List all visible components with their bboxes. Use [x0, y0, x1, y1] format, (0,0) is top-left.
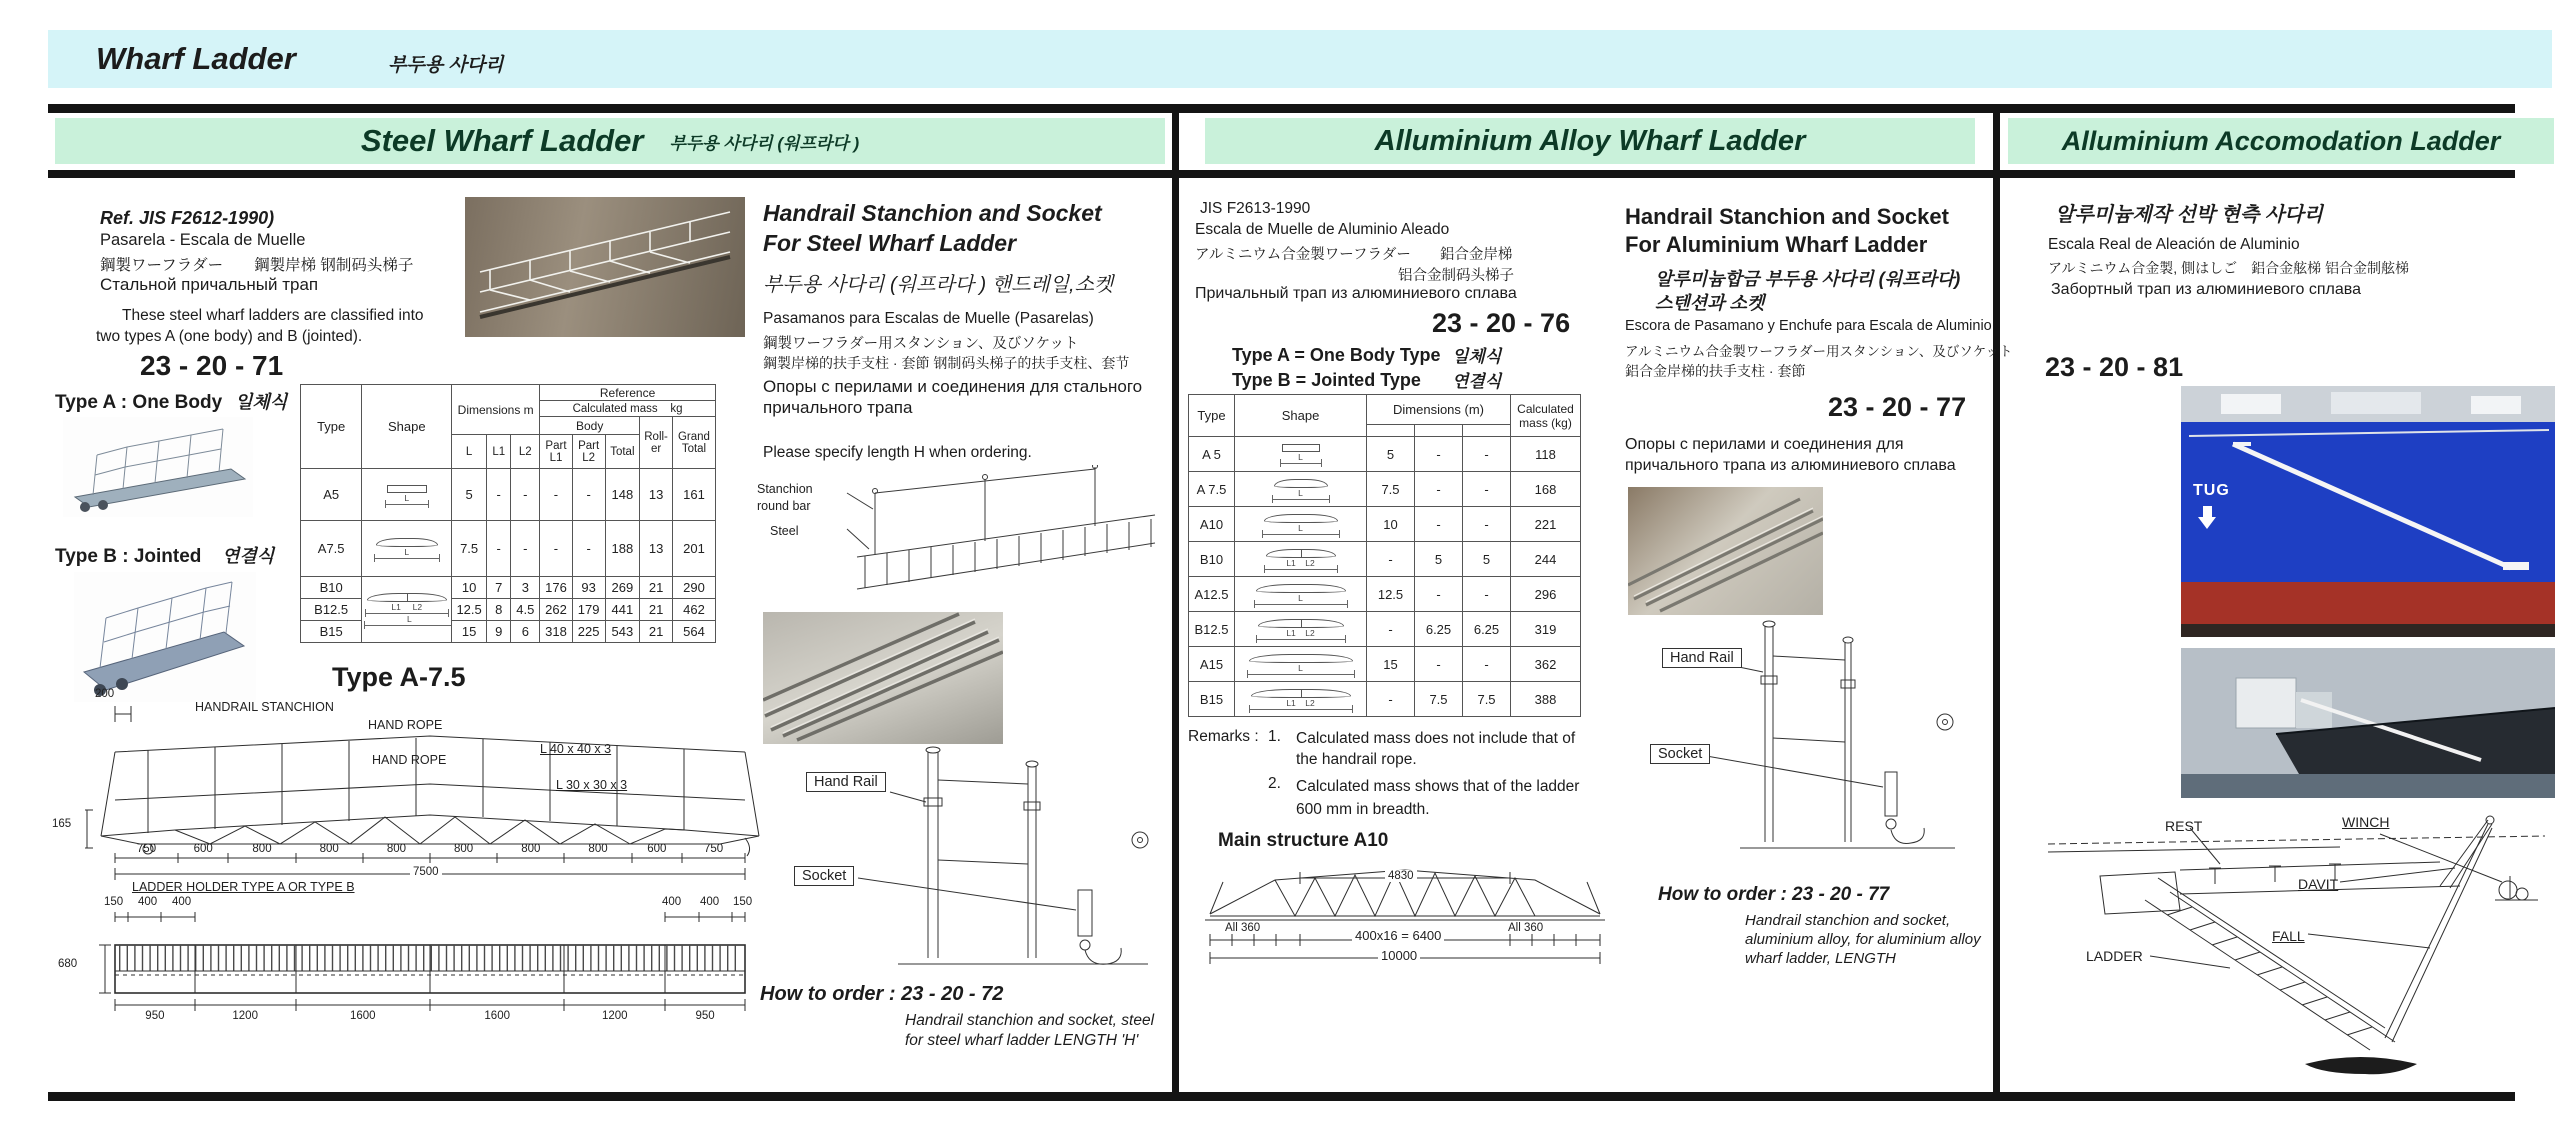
col-shape: Shape — [1235, 395, 1367, 437]
dim-seg: 1600 — [350, 1010, 376, 1022]
cell: 9 — [486, 621, 511, 643]
cell: 13 — [640, 521, 673, 577]
alu-hs-ru-2: причального трапа из алюминиевого сплава — [1625, 457, 1956, 474]
type-a-photo — [63, 417, 253, 517]
accom-ship-photo-1 — [2181, 386, 2555, 637]
alu-jp: アルミニウム合金製ワーフラダー 鋁合金岸梯 — [1195, 247, 1513, 263]
steel-section-header — [55, 118, 1165, 164]
dim-seg: 800 — [588, 843, 608, 855]
cell: 362 — [1511, 647, 1581, 682]
dim-seg: 950 — [695, 1010, 715, 1022]
steel-header-title: Steel Wharf Ladder — [360, 123, 644, 158]
alu-hs-order-line: How to order : 23 - 20 - 77 — [1658, 884, 1890, 905]
cell: - — [1463, 437, 1511, 472]
steel-type-a-label: Type A : One Body — [55, 392, 223, 413]
cell: - — [572, 469, 605, 521]
cell-type: B10 — [1189, 542, 1235, 577]
cell: - — [511, 469, 540, 521]
alu-remarks-label: Remarks : — [1188, 728, 1259, 745]
cell: 12.5 — [452, 599, 487, 621]
steel-hs-order-line: How to order : 23 - 20 - 72 — [760, 983, 1004, 1005]
cell: - — [486, 521, 511, 577]
cell: 462 — [672, 599, 715, 621]
col-part-l2: Part L2 — [572, 435, 605, 469]
col-dimensions: Dimensions m — [452, 385, 540, 435]
cell-type: A 7.5 — [1189, 472, 1235, 507]
steel-description: These steel wharf ladders are classified into two types A (one body) and B (jointed). — [96, 307, 424, 345]
label-hand-rail-alu: Hand Rail — [1662, 648, 1742, 668]
dim-seg: 800 — [454, 843, 474, 855]
cell-type: B12.5 — [1189, 612, 1235, 647]
label-stanchion: Stanchion — [757, 482, 813, 496]
dim-4830: 4830 — [1385, 870, 1417, 882]
cell: - — [1463, 647, 1511, 682]
alu-hs-title-1: Handrail Stanchion and Socket — [1625, 204, 1949, 229]
cell: 5 — [1367, 437, 1415, 472]
cell: 5 — [1463, 542, 1511, 577]
cell: 21 — [640, 577, 673, 599]
table-row — [301, 521, 716, 577]
dim-all360-right: All 360 — [1505, 922, 1546, 934]
alu-hs-title-2: For Aluminium Wharf Ladder — [1625, 232, 1928, 257]
shape-icon: L — [1235, 507, 1367, 542]
accom-ru: Забортный трап из алюминиевого сплава — [2051, 281, 2361, 298]
alu-hs-order-desc-1: Handrail stanchion and socket, — [1745, 912, 1951, 929]
steel-type-a-korean: 일체식 — [235, 392, 288, 412]
cell: 6 — [511, 621, 540, 643]
col-calculated-mass: Calculated mass kg — [540, 401, 716, 417]
cell: 221 — [1511, 507, 1581, 542]
alu-type-a-korean: 일체식 — [1452, 347, 1502, 366]
cell-type: B15 — [1189, 682, 1235, 717]
cell: 21 — [640, 599, 673, 621]
steel-hs-title-2: For Steel Wharf Ladder — [763, 230, 1017, 256]
cell-empty — [1367, 425, 1415, 437]
col-total: Total — [605, 435, 640, 469]
table-row — [1189, 507, 1581, 542]
steel-hs-note: Please specify length H when ordering. — [763, 444, 1032, 461]
alu-stanchion-photo — [1628, 487, 1823, 615]
cell: 388 — [1511, 682, 1581, 717]
cell: 441 — [605, 599, 640, 621]
label-l30: L 30 x 30 x 3 — [556, 778, 628, 792]
cell: 93 — [572, 577, 605, 599]
cell-empty — [1415, 425, 1463, 437]
alu-remark-1: Calculated mass does not include that of the handrail rope. — [1296, 730, 1576, 768]
photo-tug-label: TUG — [2193, 482, 2230, 499]
dim-seg: 800 — [252, 843, 272, 855]
dim-400-r1: 400 — [662, 896, 682, 908]
table-row — [1189, 612, 1581, 647]
steel-drawing-title: Type A-7.5 — [332, 662, 466, 692]
label-davit: DAVIT — [2298, 876, 2339, 892]
col-dimensions: Dimensions (m) — [1367, 395, 1511, 425]
dim-seg: 600 — [193, 843, 213, 855]
label-steel: Steel — [770, 524, 799, 538]
cell: 12.5 — [1367, 577, 1415, 612]
cell: - — [486, 469, 511, 521]
cell-type: B15 — [301, 621, 362, 643]
alu-hs-order-desc-3: wharf ladder, LENGTH — [1745, 950, 1896, 967]
table-row — [1189, 542, 1581, 577]
accom-korean: 알루미늄제작 선박 현측 사다리 — [2055, 204, 2323, 226]
cell: 319 — [1511, 612, 1581, 647]
steel-hs-korean: 부두용 사다리 (워프라다 ) 핸드레일,소켓 — [763, 274, 1114, 296]
label-l40: L 40 x 40 x 3 — [540, 742, 612, 756]
shape-a5-icon: L — [362, 469, 452, 521]
alu-es: Escala de Muelle de Aluminio Aleado — [1195, 221, 1450, 238]
cell: 15 — [452, 621, 487, 643]
label-hand-rope-1: HAND ROPE — [368, 718, 443, 732]
cell: 290 — [672, 577, 715, 599]
steel-type-b-korean: 연결식 — [222, 546, 275, 566]
alu-type-a-label: Type A = One Body Type — [1232, 345, 1441, 365]
cell: 244 — [1511, 542, 1581, 577]
alu-remark-2-no: 2. — [1268, 775, 1281, 792]
steel-stanchion-photo-art — [763, 612, 1003, 744]
steel-stanchion-photo — [763, 612, 1003, 744]
dim-400-l1: 400 — [138, 896, 158, 908]
dim-7500: 7500 — [410, 866, 442, 878]
steel-hs-order-desc-2: for steel wharf ladder LENGTH 'H' — [905, 1032, 1139, 1049]
cell-type: B12.5 — [301, 599, 362, 621]
label-socket-alu: Socket — [1650, 744, 1710, 764]
cell: - — [1415, 507, 1463, 542]
dim-10000: 10000 — [1378, 948, 1420, 963]
col-part-l1: Part L1 — [540, 435, 573, 469]
shape-icon: L1 L2 — [1235, 542, 1367, 577]
alu-jis: JIS F2613-1990 — [1200, 200, 1311, 217]
accom-section-header — [2008, 118, 2554, 164]
table-row — [1189, 472, 1581, 507]
cell: 225 — [572, 621, 605, 643]
cell: 15 — [1367, 647, 1415, 682]
steel-hs-order-desc-1: Handrail stanchion and socket, steel — [905, 1012, 1155, 1029]
table-row — [1189, 437, 1581, 472]
cell: 7.5 — [452, 521, 487, 577]
dim-seg: 750 — [703, 843, 724, 855]
alu-order-number: 23 - 20 - 76 — [1432, 308, 1571, 338]
dim-seg: 1200 — [232, 1010, 258, 1022]
steel-hs-jp: 鋼製ワーフラダー用スタンション、及びソケット — [763, 336, 1079, 352]
steel-wharf-ladder-photo-art — [465, 197, 745, 337]
cell: - — [540, 521, 573, 577]
cell-type: A10 — [1189, 507, 1235, 542]
cell: - — [1367, 542, 1415, 577]
steel-ru: Стальной причальный трап — [100, 275, 319, 294]
col-calculated-mass: Calculated mass (kg) — [1511, 395, 1581, 437]
steel-type-b-label: Type B : Jointed — [55, 546, 202, 567]
cell: - — [1415, 577, 1463, 612]
shape-b-icon: L1 L2 L — [362, 577, 452, 643]
type-a-photo-art — [63, 417, 253, 517]
cell: 269 — [605, 577, 640, 599]
label-hand-rope-2: HAND ROPE — [372, 753, 447, 767]
alu-hs-cn: 鋁合金岸梯的扶手支柱 · 套節 — [1625, 363, 1806, 379]
alu-type-b-label: Type B = Jointed Type — [1232, 370, 1421, 390]
cell: 10 — [452, 577, 487, 599]
cell-type: B10 — [301, 577, 362, 599]
shape-icon: L — [1235, 647, 1367, 682]
col-l: L — [452, 435, 487, 469]
label-handrail-stanchion: HANDRAIL STANCHION — [195, 700, 334, 714]
cell: 7.5 — [1367, 472, 1415, 507]
cell: 6.25 — [1463, 612, 1511, 647]
page-title: Wharf Ladder — [96, 41, 296, 76]
accom-es: Escala Real de Aleación de Aluminio — [2048, 236, 2300, 253]
alu-structure-title: Main structure A10 — [1218, 830, 1389, 851]
accom-header-title: Alluminium Accomodation Ladder — [2061, 125, 2501, 156]
cell: 5 — [1415, 542, 1463, 577]
steel-jp-cn: 鋼製ワーフラダー 鋼製岸梯 钢制码头梯子 — [100, 257, 414, 274]
cell: - — [1367, 612, 1415, 647]
cell-type: A 5 — [1189, 437, 1235, 472]
cell: 4.5 — [511, 599, 540, 621]
cell: 118 — [1511, 437, 1581, 472]
cell: 296 — [1511, 577, 1581, 612]
shape-icon: L — [1235, 472, 1367, 507]
cell-type: A7.5 — [301, 521, 362, 577]
alu-type-b-korean: 연결식 — [1452, 372, 1502, 391]
cell: - — [1415, 472, 1463, 507]
dim-seg: 1200 — [602, 1010, 628, 1022]
accom-ship-photo-2-art — [2181, 648, 2555, 798]
dim-150-r: 150 — [733, 896, 753, 908]
cell-empty — [1463, 425, 1511, 437]
top-rule — [48, 104, 2515, 113]
alu-hs-korean-1: 알루미늄합금 부두용 사다리 (워프라다) — [1655, 269, 1961, 289]
alu-header-title: Alluminium Alloy Wharf Ladder — [1374, 124, 1806, 157]
cell: 564 — [672, 621, 715, 643]
cell: - — [1463, 577, 1511, 612]
dim-seg: 950 — [145, 1010, 165, 1022]
col-type: Type — [301, 385, 362, 469]
steel-ref: Ref. JIS F2612-1990) — [100, 208, 275, 228]
alu-hs-ru-1: Опоры с перилами и соединения для — [1625, 436, 1904, 453]
page-title-band — [48, 30, 2552, 88]
steel-hs-es: Pasamanos para Escalas de Muelle (Pasarelas) — [763, 310, 1094, 327]
alu-remark-2: Calculated mass shows that of the ladder 600 mm in breadth. — [1296, 778, 1580, 818]
cell: 179 — [572, 599, 605, 621]
cell: 543 — [605, 621, 640, 643]
shape-a75-icon: L — [362, 521, 452, 577]
label-hand-rail-steel: Hand Rail — [806, 772, 886, 792]
shape-icon: L — [1235, 437, 1367, 472]
alu-hs-order-number: 23 - 20 - 77 — [1828, 392, 1967, 422]
cell: 7 — [486, 577, 511, 599]
label-socket-steel: Socket — [794, 866, 854, 886]
down-arrow-head-icon — [2198, 517, 2216, 529]
cell: 8 — [486, 599, 511, 621]
type-b-photo — [74, 572, 256, 702]
dim-all360-left: All 360 — [1222, 922, 1263, 934]
cell: 148 — [605, 469, 640, 521]
table-row — [1189, 647, 1581, 682]
dim-seg: 800 — [319, 843, 339, 855]
bottom-rule — [48, 1092, 2515, 1101]
steel-hs-ru: Опоры с перилами и соединения для стального причального трапа — [763, 377, 1143, 417]
label-round-bar: round bar — [757, 499, 811, 513]
col-shape: Shape — [362, 385, 452, 469]
divider-1 — [1172, 113, 1179, 1101]
col-type: Type — [1189, 395, 1235, 437]
alu-cn: 铝合金制码头梯子 — [1398, 268, 1514, 284]
col-l1: L1 — [486, 435, 511, 469]
alu-ru: Причальный трап из алюминиевого сплава — [1195, 285, 1517, 302]
dim-400-l2: 400 — [172, 896, 192, 908]
steel-es: Pasarela - Escala de Muelle — [100, 231, 306, 249]
type-b-photo-art — [74, 572, 256, 702]
alu-stanchion-photo-art — [1628, 487, 1823, 615]
steel-spec-table — [300, 384, 716, 643]
dim-seg: 800 — [521, 843, 541, 855]
cell: 168 — [1511, 472, 1581, 507]
col-roller: Roll-er — [640, 417, 673, 469]
cell: 188 — [605, 521, 640, 577]
cell: 161 — [672, 469, 715, 521]
down-arrow-icon — [2203, 506, 2212, 517]
label-winch: WINCH — [2342, 814, 2390, 830]
col-l2: L2 — [511, 435, 540, 469]
table-row — [301, 577, 716, 599]
alu-hs-jp: アルミニウム合金製ワーフラダー用スタンション、及びソケット — [1625, 344, 2013, 359]
cell: 318 — [540, 621, 573, 643]
cell: 7.5 — [1415, 682, 1463, 717]
alu-hs-es: Escora de Pasamano y Enchufe para Escala de Aluminio — [1625, 318, 1992, 334]
table-row — [1189, 577, 1581, 612]
steel-header-korean: 부두용 사다리 (워프라다 ) — [669, 133, 860, 153]
cell: - — [1415, 647, 1463, 682]
accom-jp: アルミニウム合金製, 側はしご 鋁合金舷梯 铝合金制舷梯 — [2048, 260, 2409, 276]
alu-section-header — [1205, 118, 1975, 164]
dim-165: 165 — [52, 818, 72, 830]
cell-type: A5 — [301, 469, 362, 521]
steel-plan-segments — [115, 1010, 745, 1022]
cell: - — [1367, 682, 1415, 717]
cell: 7.5 — [1463, 682, 1511, 717]
cell-type: A12.5 — [1189, 577, 1235, 612]
cell: 13 — [640, 469, 673, 521]
table-row — [301, 469, 716, 521]
dim-150-l: 150 — [104, 896, 124, 908]
dim-400-r2: 400 — [700, 896, 720, 908]
label-ladder: LADDER — [2086, 948, 2143, 964]
label-rest: REST — [2165, 818, 2203, 834]
cell: - — [1415, 437, 1463, 472]
shape-icon: L1 L2 — [1235, 612, 1367, 647]
dim-6400: 400x16 = 6400 — [1352, 928, 1444, 943]
accom-ship-photo-1-art — [2181, 386, 2555, 637]
cell: 5 — [452, 469, 487, 521]
cell: - — [1463, 472, 1511, 507]
accom-ship-photo-2 — [2181, 648, 2555, 798]
steel-order-number: 23 - 20 - 71 — [140, 350, 284, 381]
dim-200: 200 — [95, 688, 115, 700]
dim-seg: 1600 — [484, 1010, 510, 1022]
dim-680: 680 — [58, 958, 78, 970]
alu-hs-order-desc-2: aluminium alloy, for aluminium alloy — [1745, 931, 1981, 948]
shape-icon: L — [1235, 577, 1367, 612]
cell: 10 — [1367, 507, 1415, 542]
steel-hs-title-1: Handrail Stanchion and Socket — [763, 200, 1102, 226]
dim-seg: 800 — [386, 843, 406, 855]
steel-hs-cn: 鋼製岸梯的扶手支柱 · 套節 钢制码头梯子的扶手支柱、套节 — [763, 355, 1130, 371]
cell: 262 — [540, 599, 573, 621]
cell: - — [572, 521, 605, 577]
col-reference: Reference — [540, 385, 716, 401]
divider-2 — [1993, 113, 2000, 1101]
cell: - — [1463, 507, 1511, 542]
header-rule — [48, 170, 2515, 178]
cell: 176 — [540, 577, 573, 599]
label-ladder-holder: LADDER HOLDER TYPE A OR TYPE B — [132, 880, 355, 894]
col-body: Body — [540, 417, 640, 435]
table-row — [1189, 682, 1581, 717]
cell: - — [540, 469, 573, 521]
alu-hs-korean-2: 스텐션과 소켓 — [1655, 293, 1765, 313]
shape-icon: L1 L2 — [1235, 682, 1367, 717]
steel-dim-segments — [115, 843, 745, 855]
cell: 3 — [511, 577, 540, 599]
alu-remark-1-no: 1. — [1268, 728, 1281, 745]
accom-arrangement-drawing — [2040, 798, 2555, 1090]
cell: 6.25 — [1415, 612, 1463, 647]
cell: - — [511, 521, 540, 577]
cell: 201 — [672, 521, 715, 577]
alu-spec-table — [1188, 394, 1581, 717]
cell-type: A15 — [1189, 647, 1235, 682]
steel-hs-sketch — [845, 465, 1165, 610]
col-grand-total: Grand Total — [672, 417, 715, 469]
label-fall: FALL — [2272, 928, 2305, 944]
page-title-korean: 부두용 사다리 — [388, 55, 504, 76]
steel-plan-drawing — [85, 905, 775, 1020]
cell: 21 — [640, 621, 673, 643]
accom-order-number: 23 - 20 - 81 — [2045, 352, 2184, 382]
dim-seg: 600 — [647, 843, 667, 855]
dim-seg: 750 — [136, 843, 157, 855]
steel-wharf-ladder-photo — [465, 197, 745, 337]
